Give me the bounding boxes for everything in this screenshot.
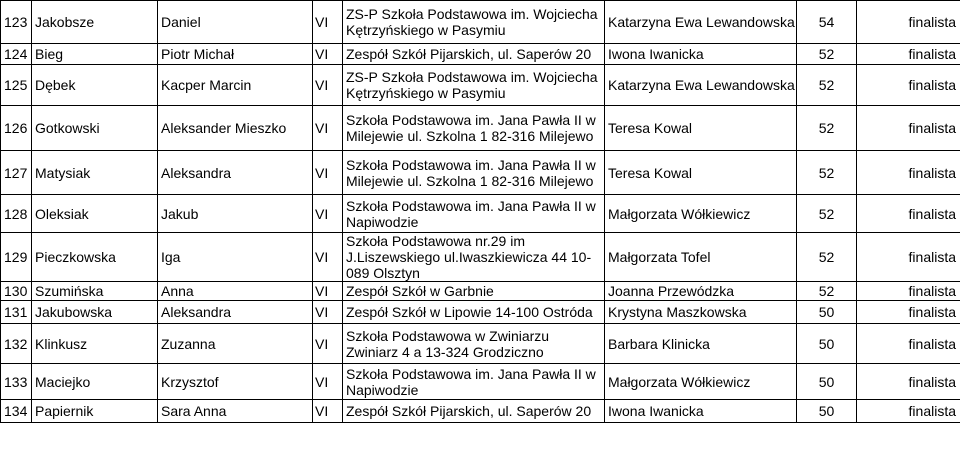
- school-cell: Szkoła Podstawowa im. Jana Pawła II w Napiwodzie: [343, 364, 605, 400]
- table-row: [1, 364, 960, 400]
- surname-cell: Pieczkowska: [32, 233, 158, 282]
- surname-cell: Bieg: [32, 44, 158, 65]
- teacher-cell: Małgorzata Tofel: [605, 233, 797, 282]
- class-cell: VI: [313, 65, 343, 106]
- table-row: [1, 65, 960, 106]
- school-cell: Zespół Szkół w Garbnie: [343, 282, 605, 301]
- class-cell: VI: [313, 195, 343, 233]
- table-row: [1, 400, 960, 423]
- points-cell: 50: [797, 364, 857, 400]
- surname-cell: Dębek: [32, 65, 158, 106]
- school-cell: ZS-P Szkoła Podstawowa im. Wojciecha Kętrzyńskiego w Pasymiu: [343, 65, 605, 106]
- surname-cell: Jakubowska: [32, 301, 158, 324]
- table-row: [1, 301, 960, 324]
- teacher-cell: Katarzyna Ewa Lewandowska: [605, 1, 797, 44]
- teacher-cell: Małgorzata Wółkiewicz: [605, 195, 797, 233]
- points-cell: 50: [797, 301, 857, 324]
- points-cell: 52: [797, 44, 857, 65]
- result-cell: finalista: [857, 44, 960, 65]
- surname-cell: Jakobsze: [32, 1, 158, 44]
- result-cell: finalista: [857, 65, 960, 106]
- surname-cell: Klinkusz: [32, 324, 158, 364]
- row-number: 130: [1, 282, 32, 301]
- teacher-cell: Teresa Kowal: [605, 151, 797, 195]
- first-name-cell: Iga: [158, 233, 313, 282]
- points-cell: 52: [797, 195, 857, 233]
- school-cell: Szkoła Podstawowa im. Jana Pawła II w Napiwodzie: [343, 195, 605, 233]
- row-number: 127: [1, 151, 32, 195]
- first-name-cell: Aleksander Mieszko: [158, 106, 313, 151]
- row-number: 123: [1, 1, 32, 44]
- row-number: 134: [1, 400, 32, 423]
- points-cell: 50: [797, 324, 857, 364]
- school-cell: Zespół Szkół Pijarskich, ul. Saperów 20: [343, 400, 605, 423]
- result-cell: finalista: [857, 364, 960, 400]
- result-cell: finalista: [857, 195, 960, 233]
- points-cell: 52: [797, 106, 857, 151]
- class-cell: VI: [313, 44, 343, 65]
- table-row: [1, 195, 960, 233]
- teacher-cell: Teresa Kowal: [605, 106, 797, 151]
- row-number: 124: [1, 44, 32, 65]
- row-number: 128: [1, 195, 32, 233]
- school-cell: Szkoła Podstawowa im. Jana Pawła II w Milejewie ul. Szkolna 1 82-316 Milejewo: [343, 151, 605, 195]
- row-number: 131: [1, 301, 32, 324]
- school-cell: Szkoła Podstawowa w Zwiniarzu Zwiniarz 4 a 13-324 Grodziczno: [343, 324, 605, 364]
- table-row: [1, 106, 960, 151]
- points-cell: 52: [797, 233, 857, 282]
- result-cell: finalista: [857, 282, 960, 301]
- row-number: 125: [1, 65, 32, 106]
- points-cell: 50: [797, 400, 857, 423]
- points-cell: 52: [797, 282, 857, 301]
- first-name-cell: Anna: [158, 282, 313, 301]
- row-number: 133: [1, 364, 32, 400]
- result-cell: finalista: [857, 400, 960, 423]
- first-name-cell: Aleksandra: [158, 301, 313, 324]
- teacher-cell: Barbara Klinicka: [605, 324, 797, 364]
- first-name-cell: Piotr Michał: [158, 44, 313, 65]
- table-row: [1, 151, 960, 195]
- teacher-cell: Katarzyna Ewa Lewandowska: [605, 65, 797, 106]
- class-cell: VI: [313, 301, 343, 324]
- class-cell: VI: [313, 151, 343, 195]
- school-cell: Zespół Szkół w Lipowie 14-100 Ostróda: [343, 301, 605, 324]
- row-number: 126: [1, 106, 32, 151]
- surname-cell: Gotkowski: [32, 106, 158, 151]
- first-name-cell: Kacper Marcin: [158, 65, 313, 106]
- table-row: [1, 324, 960, 364]
- result-cell: finalista: [857, 324, 960, 364]
- result-cell: finalista: [857, 106, 960, 151]
- result-cell: finalista: [857, 1, 960, 44]
- first-name-cell: Aleksandra: [158, 151, 313, 195]
- teacher-cell: Małgorzata Wółkiewicz: [605, 364, 797, 400]
- class-cell: VI: [313, 106, 343, 151]
- table-row: [1, 282, 960, 301]
- first-name-cell: Krzysztof: [158, 364, 313, 400]
- surname-cell: Papiernik: [32, 400, 158, 423]
- surname-cell: Matysiak: [32, 151, 158, 195]
- result-cell: finalista: [857, 301, 960, 324]
- school-cell: Zespół Szkół Pijarskich, ul. Saperów 20: [343, 44, 605, 65]
- class-cell: VI: [313, 233, 343, 282]
- surname-cell: Szumińska: [32, 282, 158, 301]
- first-name-cell: Sara Anna: [158, 400, 313, 423]
- class-cell: VI: [313, 400, 343, 423]
- class-cell: VI: [313, 364, 343, 400]
- row-number: 129: [1, 233, 32, 282]
- first-name-cell: Daniel: [158, 1, 313, 44]
- table-row: [1, 233, 960, 282]
- class-cell: VI: [313, 282, 343, 301]
- first-name-cell: Jakub: [158, 195, 313, 233]
- teacher-cell: Joanna Przewódzka: [605, 282, 797, 301]
- school-cell: Szkoła Podstawowa nr.29 im J.Liszewskiego ul.Iwaszkiewicza 44 10-089 Olsztyn: [343, 233, 605, 282]
- surname-cell: Maciejko: [32, 364, 158, 400]
- table-row: [1, 44, 960, 65]
- first-name-cell: Zuzanna: [158, 324, 313, 364]
- class-cell: VI: [313, 324, 343, 364]
- school-cell: Szkoła Podstawowa im. Jana Pawła II w Milejewie ul. Szkolna 1 82-316 Milejewo: [343, 106, 605, 151]
- result-cell: finalista: [857, 151, 960, 195]
- teacher-cell: Krystyna Maszkowska: [605, 301, 797, 324]
- school-cell: ZS-P Szkoła Podstawowa im. Wojciecha Kętrzyńskiego w Pasymiu: [343, 1, 605, 44]
- points-cell: 54: [797, 1, 857, 44]
- row-number: 132: [1, 324, 32, 364]
- points-cell: 52: [797, 65, 857, 106]
- teacher-cell: Iwona Iwanicka: [605, 400, 797, 423]
- surname-cell: Oleksiak: [32, 195, 158, 233]
- teacher-cell: Iwona Iwanicka: [605, 44, 797, 65]
- result-cell: finalista: [857, 233, 960, 282]
- table-row: [1, 1, 960, 44]
- class-cell: VI: [313, 1, 343, 44]
- points-cell: 52: [797, 151, 857, 195]
